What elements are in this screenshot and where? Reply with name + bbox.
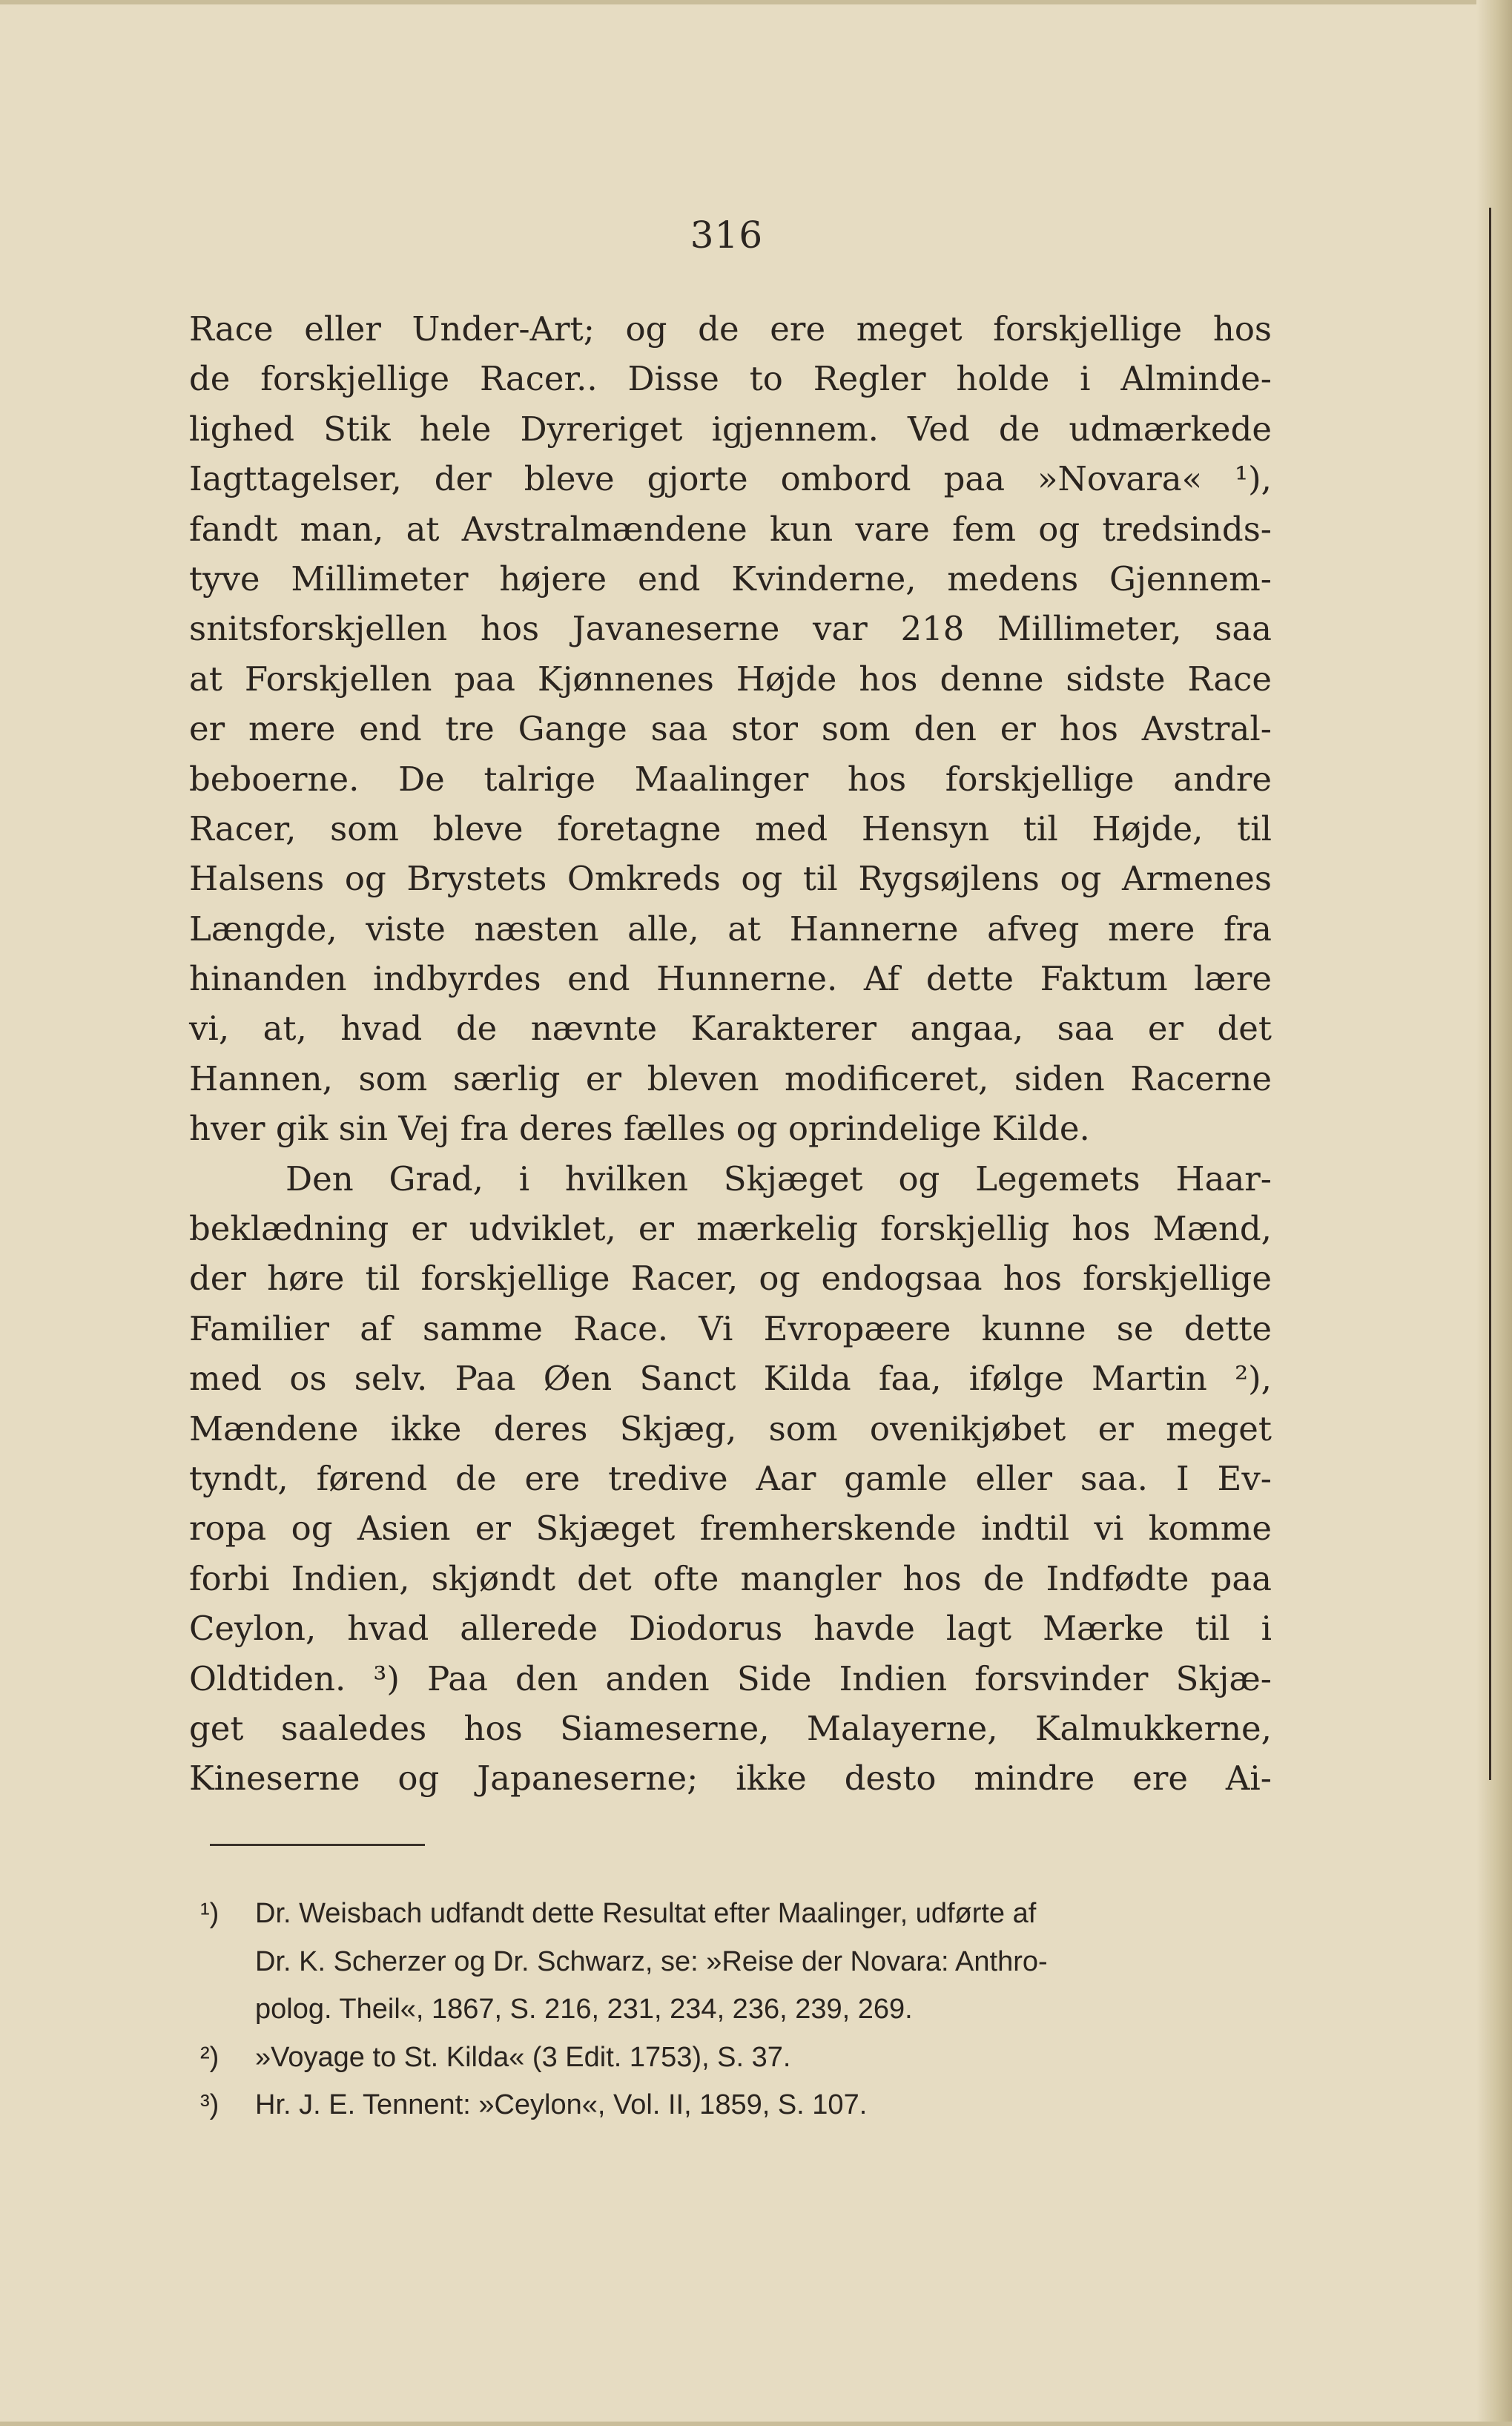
text-line: fandt man, at Avstralmændene kun vare fem og tredsinds- — [189, 509, 1272, 549]
binding-shadow-line — [1489, 208, 1491, 1780]
footnote-text: Dr. Weisbach udfandt dette Resultat efter Maalinger, udførte af — [255, 1898, 1037, 1929]
text-line: Racer, som bleve foretagne med Hensyn til Højde, til — [189, 808, 1272, 848]
text-line: de forskjellige Racer.. Disse to Regler holde i Alminde- — [189, 359, 1272, 399]
text-line: tyndt, førend de ere tredive Aar gamle eller saa. I Ev- — [189, 1458, 1272, 1498]
footnote-text: Dr. K. Scherzer og Dr. Schwarz, se: »Reise der Novara: Anthro- — [255, 1945, 1048, 1977]
footnote-text: »Voyage to St. Kilda« (3 Edit. 1753), S. 37. — [255, 2041, 791, 2073]
footnote-mark: ³) — [200, 2089, 219, 2120]
text-line: der høre til forskjellige Racer, og endogsaa hos forskjellige — [189, 1259, 1272, 1299]
body-text — [189, 304, 1272, 1804]
text-line: vi, at, hvad de nævnte Karakterer angaa, saa er det — [189, 1009, 1272, 1049]
text-line: Familier af samme Race. Vi Evropæere kunne se dette — [189, 1308, 1272, 1348]
text-line: er mere end tre Gange saa stor som den er hos Avstral- — [189, 709, 1272, 749]
text-line: Hannen, som særlig er bleven modificeret, siden Racerne — [189, 1058, 1272, 1098]
footnote-line — [200, 1985, 1283, 2034]
text-line: tyve Millimeter højere end Kvinderne, medens Gjennem- — [189, 558, 1272, 599]
page-right-edge — [1476, 0, 1512, 2426]
page-bottom-edge — [0, 2422, 1512, 2426]
text-line: Halsens og Brystets Omkreds og til Rygsøjlens og Armenes — [189, 859, 1272, 899]
page-number: 316 — [690, 214, 764, 257]
text-line: hver gik sin Vej fra deres fælles og oprindelige Kilde. — [189, 1109, 1090, 1149]
text-line: Mændene ikke deres Skjæg, som ovenikjøbet er meget — [189, 1408, 1272, 1448]
text-line: ropa og Asien er Skjæget fremherskende indtil vi komme — [189, 1509, 1272, 1549]
text-line: Den Grad, i hvilken Skjæget og Legemets Haar- — [285, 1158, 1272, 1199]
text-line: beboerne. De talrige Maalinger hos forskjellige andre — [189, 759, 1272, 799]
footnote-mark: ²) — [200, 2041, 219, 2073]
footnote-line — [200, 2081, 1283, 2129]
footnote-separator — [210, 1844, 425, 1846]
text-line: snitsforskjellen hos Javaneserne var 218 Millimeter, saa — [189, 609, 1272, 649]
footnote-text: polog. Theil«, 1867, S. 216, 231, 234, 236, 239, 269. — [255, 1994, 913, 2025]
footnote-line — [200, 2034, 1283, 2082]
text-line: Længde, viste næsten alle, at Hannerne afveg mere fra — [189, 909, 1272, 949]
footnote-mark: ¹) — [200, 1898, 219, 1929]
text-line: beklædning er udviklet, er mærkelig forskjellig hos Mænd, — [189, 1209, 1272, 1249]
text-line: forbi Indien, skjøndt det ofte mangler hos de Indfødte paa — [189, 1558, 1272, 1598]
footnote-line — [200, 1890, 1283, 1938]
text-line: Race eller Under-Art; og de ere meget forskjellige hos — [189, 309, 1272, 349]
footnote-line — [200, 1938, 1283, 1986]
text-line: Kineserne og Japaneserne; ikke desto mindre ere Ai- — [189, 1758, 1272, 1799]
footnote-text: Hr. J. E. Tennent: »Ceylon«, Vol. II, 1859, S. 107. — [255, 2089, 868, 2120]
text-line: Iagttagelser, der bleve gjorte ombord paa »Novara« ¹), — [189, 459, 1272, 499]
footnotes — [200, 1890, 1283, 2129]
page-top-edge — [0, 0, 1512, 4]
text-line: Oldtiden. ³) Paa den anden Side Indien forsvinder Skjæ- — [189, 1658, 1272, 1698]
text-line: lighed Stik hele Dyreriget igjennem. Ved de udmærkede — [189, 409, 1272, 449]
text-line: at Forskjellen paa Kjønnenes Højde hos denne sidste Race — [189, 659, 1272, 699]
text-line: get saaledes hos Siameserne, Malayerne, Kalmukkerne, — [189, 1708, 1272, 1748]
text-line: hinanden indbyrdes end Hunnerne. Af dette Faktum lære — [189, 959, 1272, 999]
text-line: Ceylon, hvad allerede Diodorus havde lagt Mærke til i — [189, 1609, 1272, 1649]
text-line: med os selv. Paa Øen Sanct Kilda faa, ifølge Martin ²), — [189, 1359, 1272, 1399]
